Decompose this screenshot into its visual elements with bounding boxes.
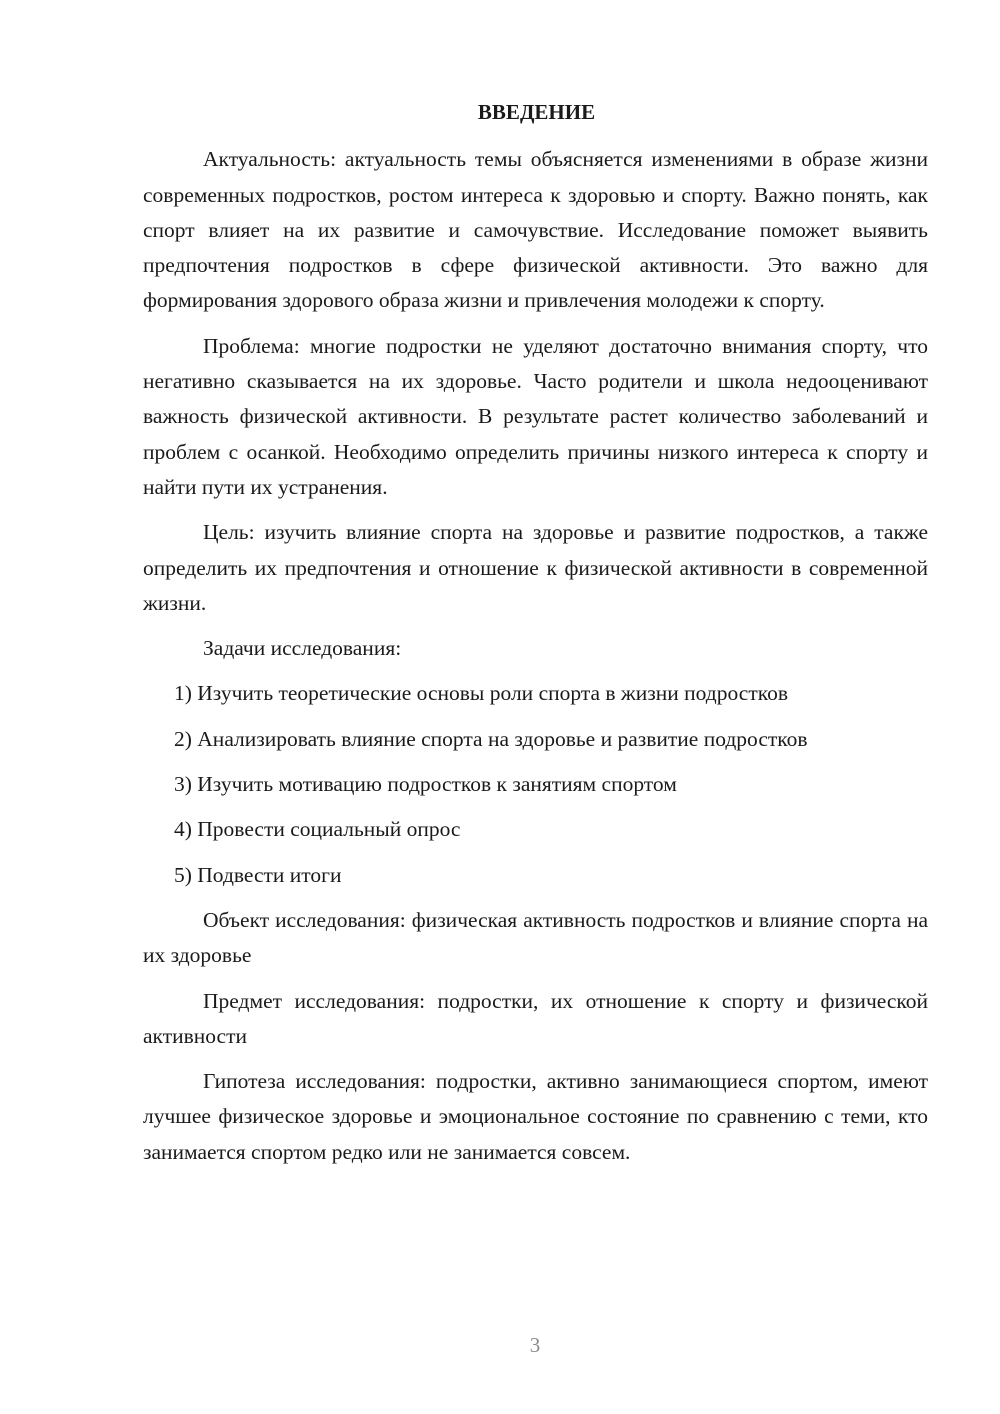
paragraph-hypothesis: Гипотеза исследования: подростки, активно занимающиеся спортом, имеют лучшее физическое здоровье и эмоциональное состояние по сравнению с теми, кто занимается спортом редко или не занимается совсем. (143, 1069, 928, 1164)
list-item: 3) Изучить мотивацию подростков к занятиям спортом (174, 772, 677, 797)
list-item: 4) Провести социальный опрос (174, 817, 461, 842)
page-number: 3 (529, 1333, 541, 1357)
paragraph-goal: Цель: изучить влияние спорта на здоровье и развитие подростков, а также определить их предпочтения и отношение к физической активности в современной жизни. (143, 520, 928, 615)
page-title: ВВЕДЕНИЕ (477, 100, 596, 124)
paragraph-subject: Предмет исследования: подростки, их отношение к спорту и физической активности (143, 988, 928, 1048)
list-item: 2) Анализировать влияние спорта на здоровье и развитие подростков (174, 726, 808, 751)
document-page (143, 95, 928, 1180)
tasks-title: Задачи исследования: (203, 636, 402, 661)
list-item: 5) Подвести итоги (174, 862, 342, 887)
paragraph-problem: Проблема: многие подростки не уделяют достаточно внимания спорту, что негативно сказывается на их здоровье. Часто родители и школа недооценивают важность физической активности. В результате растет количество заболеваний и проблем с осанкой. Необходимо определить причины низкого интереса к спорту и найти пути их устранения. (143, 333, 928, 499)
paragraph-relevance: Актуальность: актуальность темы объясняется изменениями в образе жизни современных подростков, ростом интереса к здоровью и спорту. Важно понять, как спорт влияет на их развитие и самочувствие. Исследование поможет выявить предпочтения подростков в сфере физической активности. Это важно для формирования здорового образа жизни и привлечения молодежи к спорту. (143, 147, 928, 313)
tasks-list (143, 676, 928, 892)
list-item: 1) Изучить теоретические основы роли спорта в жизни подростков (174, 681, 788, 706)
paragraph-object: Объект исследования: физическая активность подростков и влияние спорта на их здоровье (143, 907, 928, 968)
